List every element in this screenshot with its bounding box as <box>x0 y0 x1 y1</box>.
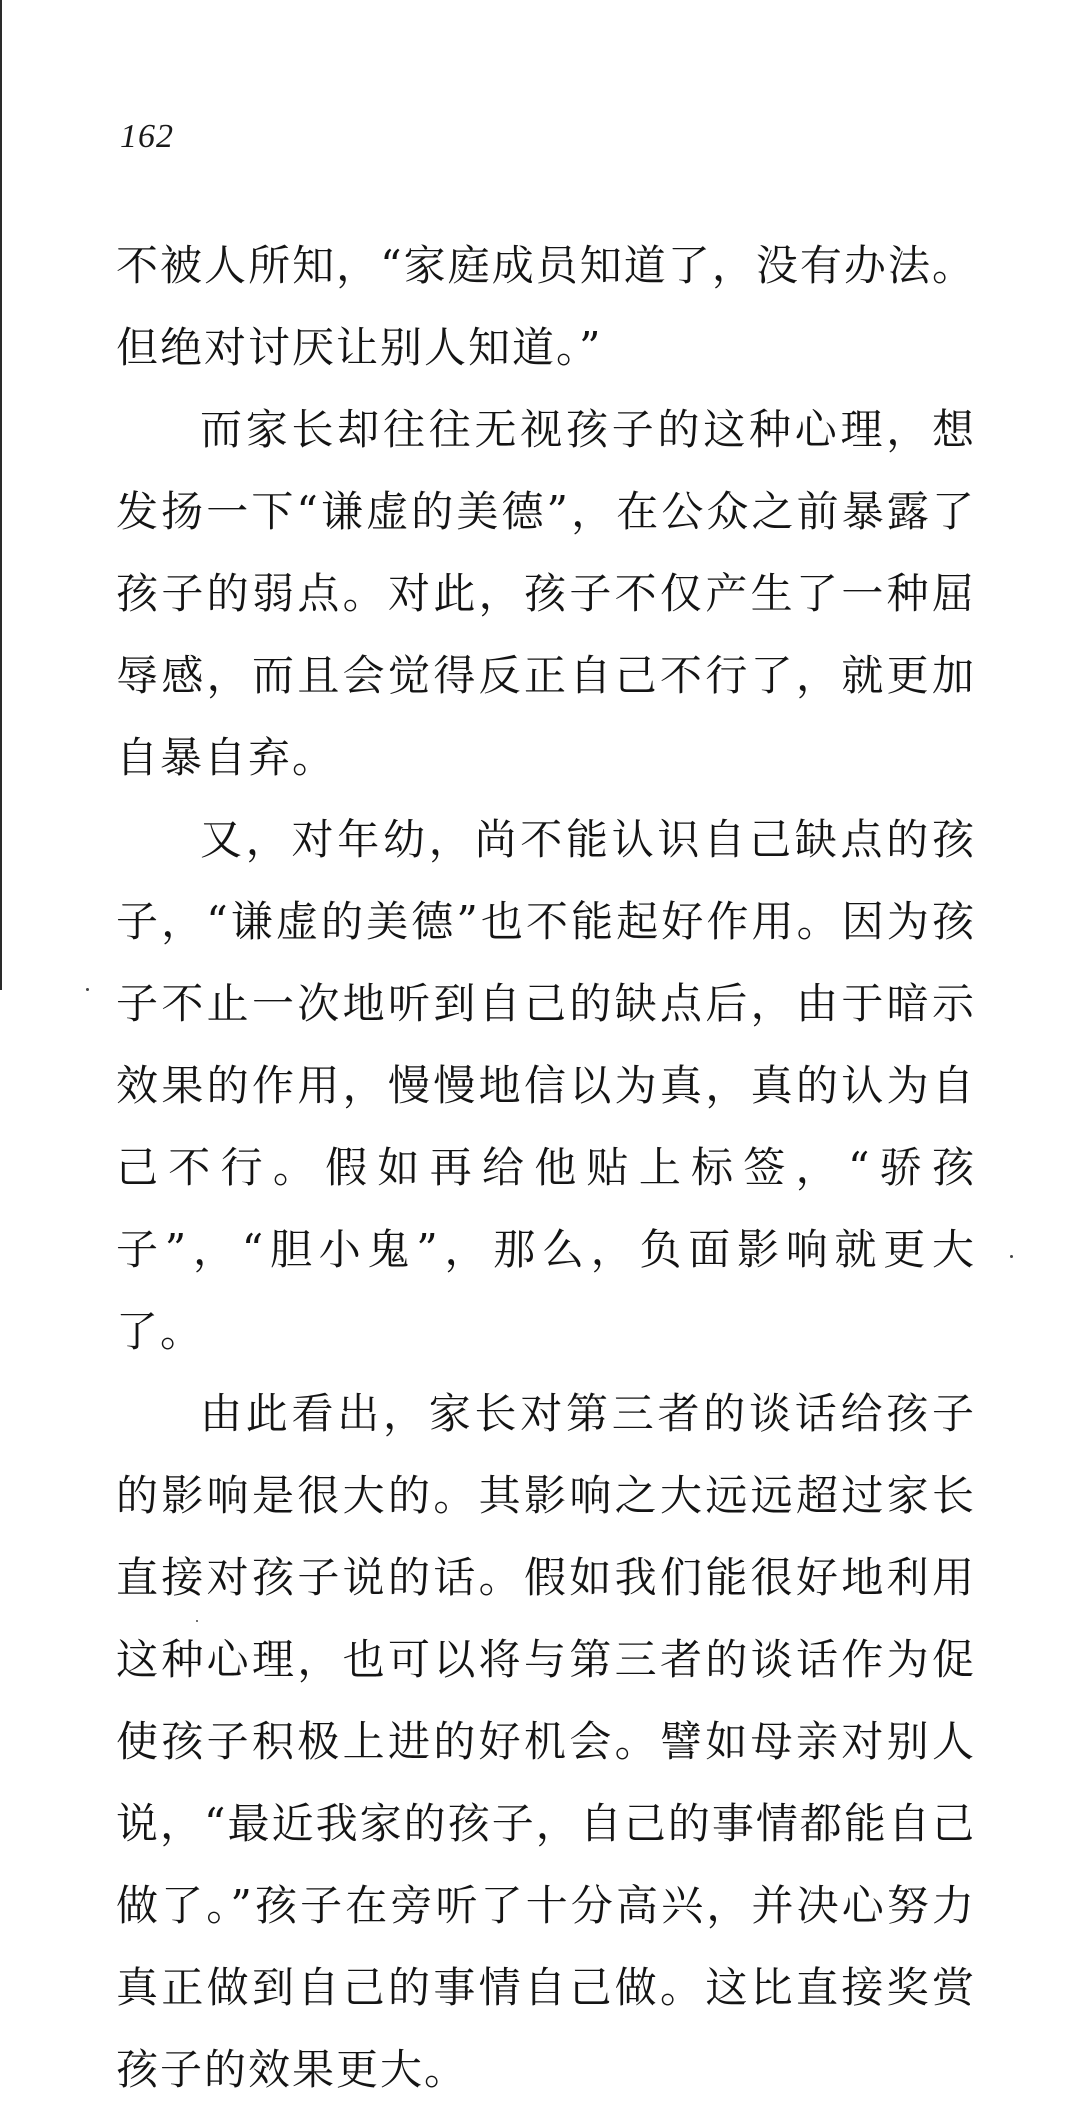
scan-speck <box>196 1620 198 1622</box>
scan-speck <box>86 988 89 991</box>
paragraph-1: 不被人所知，“家庭成员知道了，没有办法。但绝对讨厌让别人知道。” <box>116 241 976 372</box>
paragraph-4: 由此看出，家长对第三者的谈话给孩子的影响是很大的。其影响之大远远超过家长直接对孩子说的话。假如我们能很好地利用这种心理，也可以将与第三者的谈话作为促使孩子积极上进的好机会。譬如母亲对别人说，“最近我家的孩子，自己的事情都能自己做了。”孩子在旁听了十分高兴，并决心努力真正做到自己的事情自己做。这比直接奖赏孩子的效果更大。 <box>116 1389 976 2094</box>
scan-speck <box>1010 1255 1013 1258</box>
page-number: 162 <box>120 118 174 155</box>
paragraph-2: 而家长却往往无视孩子的这种心理，想发扬一下“谦虚的美德”，在公众之前暴露了孩子的弱点。对此，孩子不仅产生了一种屈辱感，而且会觉得反正自己不行了，就更加自暴自弃。 <box>116 405 976 782</box>
body-text <box>116 225 976 2111</box>
paragraph-3: 又，对年幼，尚不能认识自己缺点的孩子，“谦虚的美德”也不能起好作用。因为孩子不止一次地听到自己的缺点后，由于暗示效果的作用，慢慢地信以为真，真的认为自己不行。假如再给他贴上标签，“骄孩子”，“胆小鬼”，那么，负面影响就更大了。 <box>116 815 976 1356</box>
page-edge-line <box>0 0 2 990</box>
